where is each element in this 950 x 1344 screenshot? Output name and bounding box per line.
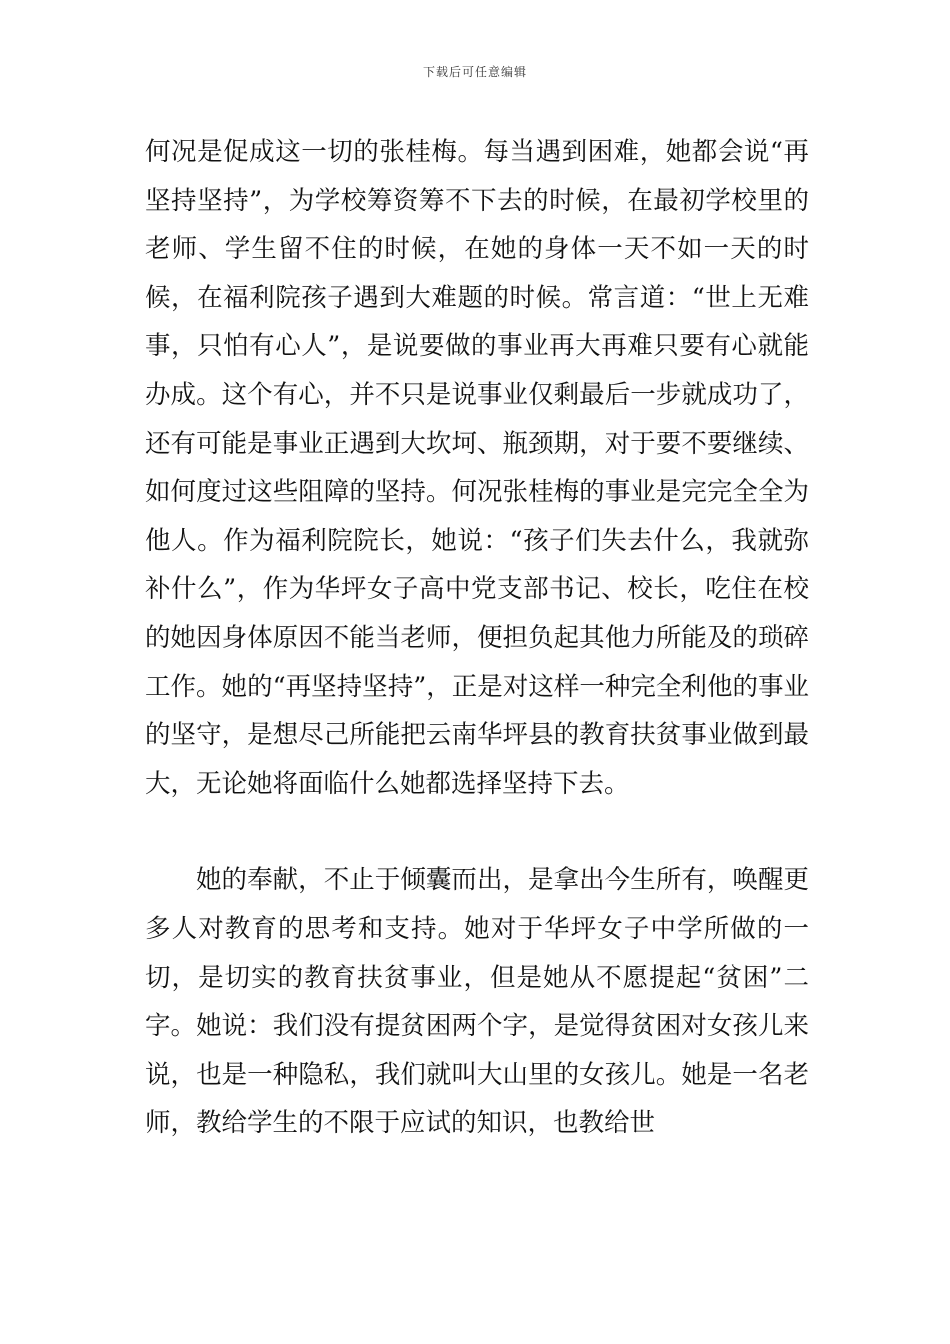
paragraph-1: 何况是促成这一切的张桂梅。每当遇到困难，她都会说“再坚持坚持”，为学校筹资筹不下去的时候，在最初学校里的老师、学生留不住的时候，在她的身体一天不如一天的时候，在福利院孩子遇到大难题的时候。常言道：“世上无难事，只怕有心人”，是说要做的事业再大再难只要有心就能办成。这个有心，并不只是说事业仅剩最后一步就成功了，还有可能是事业正遇到大坎坷、瓶颈期，对于要不要继续、如何度过这些阻障的坚持。何况张桂梅的事业是完完全全为他人。作为福利院院长，她说：“孩子们失去什么，我就弥补什么”，作为华坪女子高中党支部书记、校长，吃住在校的她因身体原因不能当老师，便担负起其他力所能及的琐碎工作。她的“再坚持坚持”，正是对这样一种完全利他的事业的坚守，是想尽己所能把云南华坪县的教育扶贫事业做到最大，无论她将面临什么她都选择坚持下去。: [145, 137, 809, 799]
page-header: 下载后可任意编辑: [422, 65, 527, 79]
paragraph-spacer: [145, 808, 809, 856]
document-body: [145, 128, 809, 1148]
paragraph-2: 她的奉献，不止于倾囊而出，是拿出今生所有，唤醒更多人对教育的思考和支持。她对于华坪女子中学所做的一切，是切实的教育扶贫事业，但是她从不愿提起“贫困”二字。她说：我们没有提贫困两个字，是觉得贫困对女孩儿来说，也是一种隐私，我们就叫大山里的女孩儿。她是一名老师，教给学生的不限于应试的知识，也教给世: [145, 865, 809, 1139]
